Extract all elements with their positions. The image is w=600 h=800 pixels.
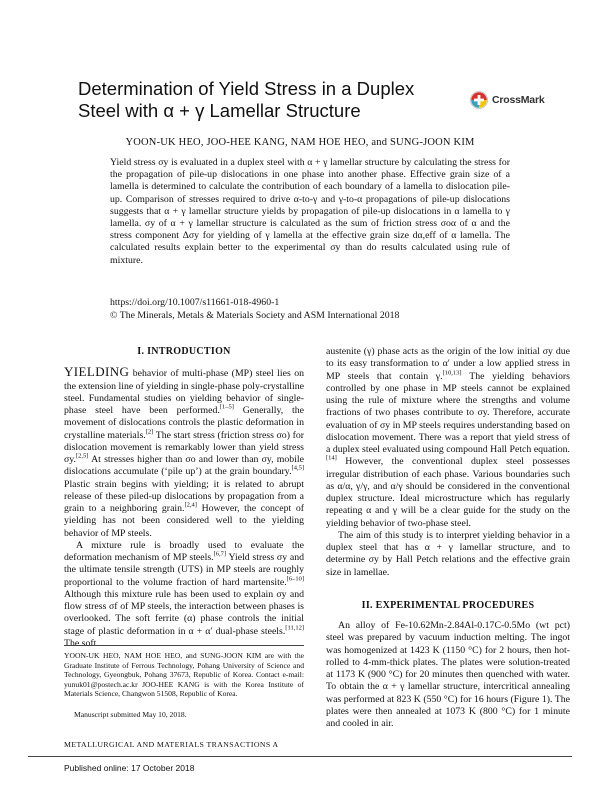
citation[interactable]: [2,4] (184, 501, 197, 509)
text-run: behavior of multi-phase (MP) steel lies on the extension line of yielding in single-phase poly-crystalline steel. Fundamental studies on yielding behavior of single-phase steel have been performed. (64, 368, 304, 416)
text-run: Generally, the movement of dislocations controls the plastic deformation in crystalline materials. (64, 405, 304, 441)
page-bottom-divider (28, 756, 572, 757)
text-run: Although this mixture rule has been used to explain σy and flow stress σf of MP steels, the interaction between phases is overlooked. The soft ferrite (α) phase controls the initial stage of plastic deformation in α + α′ dual-phase steels. (64, 588, 304, 637)
text-run: Yield stress σy and the ultimate tensile strength (UTS) in MP steels are roughly proportional to the volume fraction of hard martensite. (64, 552, 304, 588)
citation[interactable]: [2] (145, 428, 154, 436)
text-run: A mixture rule is broadly used to evaluate the deformation mechanism of MP steels. (64, 539, 304, 563)
intro-dropcap: YIELDING (64, 364, 130, 380)
intro-paragraph-2 (64, 540, 304, 650)
citation[interactable]: [2,5] (76, 452, 89, 460)
section-heading-introduction: I. INTRODUCTION (137, 346, 231, 357)
section-heading-experimental: II. EXPERIMENTAL PROCEDURES (361, 599, 535, 611)
citation[interactable]: [6,7] (213, 550, 227, 558)
crossmark-badge[interactable] (470, 90, 570, 110)
text-run: The yielding behaviors controlled by one phase in MP steels cannot be explained using the rule of mixture where the strengths and volume fractions of two phases contribute to σy. Therefore, accurate evaluation of σy in MP steels requires understanding based on dislocation movement. There was a report that yield stress of a duplex steel evaluated using compound Hall Petch equation. (326, 370, 570, 455)
citation[interactable]: [10,13] (442, 369, 462, 377)
right-column (326, 346, 570, 730)
text-run: The start stress (friction stress σo) for dislocation movement is remarkably lower than yield stress σy. (64, 429, 304, 465)
text-run: However, the conventional duplex steel possesses irregular distribution of each phase. Various boundaries such as α/α, γ/γ, and α/γ should be considered in the conventional duplex structure. Ideal microstructure which has regularly repeating α and γ will be a clear guide for the study on the yielding behavior of two-phase steel. (326, 456, 570, 529)
abstract: Yield stress σy is evaluated in a duplex steel with α + γ lamellar structure by calculating the stress for the propagation of pile-up dislocations in one phase into another phase. Effective grain size of a lamella is determined to calculate the contribution of each boundary of a lamella to dislocation pile-up. Comparison of stresses required to drive α-to-γ and γ-to-α propagations of pile-up dislocations suggests that α + γ lamellar structure yields by propagation of pile-up dislocations in α lamella to γ lamella. σy of α + γ lamellar structure is calculated as the sum of friction stress σoα of α and the stress component Δσy for yielding of γ lamella at the effective grain size dα,eff of α lamella. The calculated results explain better to the experimental σy than do results calculated using rule of mixture. (110, 157, 510, 266)
manuscript-date: Manuscript submitted May 10, 2018. (74, 710, 187, 719)
citation[interactable]: [1–5] (219, 403, 234, 411)
published-date: Published online: 17 October 2018 (64, 763, 195, 773)
crossmark-icon (470, 91, 488, 109)
paper-title: Determination of Yield Stress in a Duplex Steel with α + γ Lamellar Structure (78, 78, 415, 121)
experimental-paragraph-1: An alloy of Fe-10.62Mn-2.84Al-0.17C-0.5Mo (wt pct) steel was prepared by vacuum induction melting. The ingot was homogenized at 1423 K (1150 °C) for 2 hours, then hot-rolled to 4-mm-thick plates. The plates were solution-treated at 1173 K (900 °C) for 20 minutes then quenched with water. To obtain the α + γ lamellar structure, intercritical annealing was performed at 823 K (550 °C) for 16 hours (Figure 1). The plates were then annealed at 1073 K (800 °C) for 1 minute and cooled in air. (326, 620, 570, 729)
footnote-divider (64, 645, 304, 646)
text-run: However, the concept of yielding has not been considered well to the yielding behavior of MP steels. (64, 503, 304, 539)
author-affiliations: YOON-UK HEO, NAM HOE HEO, and SUNG-JOON KIM are with the Graduate Institute of Ferrous Technology, Pohang University of Science and Technology, Gyeongbuk, Pohang 37673, Republic of Korea. Contact e-mail: yunuk01@postech.ac.kr JOO-HEE KANG is with the Korea Institute of Materials Science, Changwon 51508, Republic of Korea. (64, 651, 304, 699)
citation[interactable]: [14] (326, 454, 337, 462)
citation[interactable]: [6–10] (286, 575, 304, 583)
text-run: austenite (γ) phase acts as the origin of the low initial σy due to its easy transformation to α′ under a low applied stress in MP steels that contain γ. (326, 346, 570, 382)
text-run: At stresses higher than σo and lower than σy, mobile dislocations accumulate (‘pile up’) at the grain boundary. (64, 454, 304, 478)
citation[interactable]: [11,12] (285, 624, 304, 632)
text-run: The soft (64, 637, 97, 649)
text-run: Plastic strain begins with yielding; it is related to abrupt release of these piled-up dislocations by propagation from a grain to a neighboring grain. (64, 478, 304, 514)
author-list: YOON-UK HEO, JOO-HEE KANG, NAM HOE HEO, and SUNG-JOON KIM (125, 137, 475, 148)
intro-paragraph-3 (326, 346, 570, 530)
crossmark-label: CrossMark (492, 94, 545, 106)
intro-paragraph-4: The aim of this study is to interpret yielding behavior in a duplex steel that has α + γ lamellar structure, and to determine σy by Hall Petch relations and the effective grain size in lamellae. (326, 529, 570, 578)
citation[interactable]: [4,5] (291, 464, 304, 472)
left-column (64, 346, 304, 650)
copyright-line: © The Minerals, Metals & Materials Society and ASM International 2018 (110, 310, 400, 321)
journal-name: METALLURGICAL AND MATERIALS TRANSACTIONS A (64, 740, 279, 749)
doi-link[interactable]: https://doi.org/10.1007/s11661-018-4960-1 (110, 297, 280, 308)
intro-paragraph-1 (64, 366, 304, 540)
